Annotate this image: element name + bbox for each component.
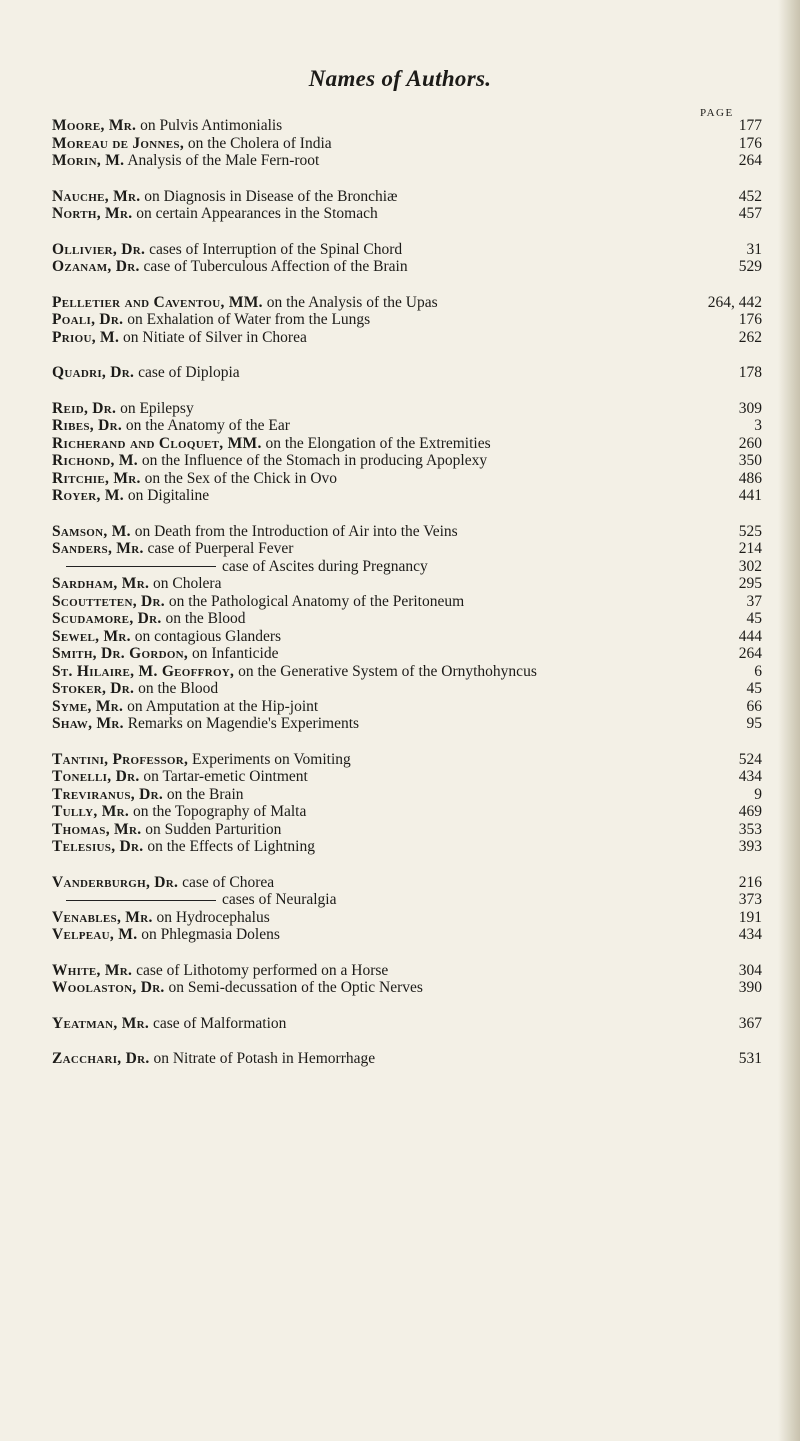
- author-name: Sanders, Mr.: [52, 540, 144, 557]
- entry-text: [52, 593, 464, 611]
- index-entry: [52, 470, 762, 488]
- author-name: Vanderburgh, Dr.: [52, 873, 179, 891]
- author-name: Thomas, Mr.: [52, 820, 142, 838]
- index-entry: [52, 135, 762, 153]
- index-entry: [52, 926, 762, 944]
- entry-description: case of Lithotomy performed on a Horse: [136, 961, 389, 979]
- entry-description: on Hydrocephalus: [156, 908, 270, 926]
- entry-description: on contagious Glanders: [134, 627, 282, 645]
- entry-description: on the Elongation of the Extremities: [265, 434, 491, 452]
- author-name: Zacchari, Dr.: [52, 1050, 150, 1067]
- page-edge-shadow: [778, 0, 800, 1441]
- author-name: Ribes, Dr.: [52, 417, 123, 434]
- author-name: Reid, Dr.: [52, 399, 117, 417]
- entry-description: on Diagnosis in Disease of the Bronchiæ: [144, 187, 398, 205]
- entry-description: on the Sex of the Chick in Ovo: [144, 469, 338, 487]
- entry-description: on certain Appearances in the Stomach: [136, 205, 378, 222]
- page-number: 486: [738, 469, 762, 487]
- entry-text: [52, 294, 438, 312]
- entry-text: [52, 311, 370, 329]
- author-name: Woolaston, Dr.: [52, 979, 165, 996]
- index-entry: [52, 311, 762, 329]
- letter-group: [52, 874, 762, 944]
- entry-text: [52, 751, 351, 769]
- index-entry: [52, 751, 762, 769]
- index-entry: [52, 645, 762, 663]
- entry-text: [52, 205, 378, 223]
- letter-group: [52, 294, 762, 347]
- entry-text: [52, 610, 246, 628]
- entry-text: [52, 487, 209, 505]
- author-name: Ollivier, Dr.: [52, 240, 146, 258]
- author-name: Venables, Mr.: [52, 908, 153, 926]
- index-entry: [52, 435, 762, 453]
- page-number: 45: [746, 610, 762, 627]
- author-name: Moore, Mr.: [52, 117, 137, 134]
- entry-text: [52, 117, 282, 135]
- index-entry: [52, 558, 762, 576]
- index-entry: [52, 487, 762, 505]
- index-entry: [52, 786, 762, 804]
- entry-text: [52, 558, 428, 576]
- entry-text: [52, 786, 244, 804]
- page-number: 262: [738, 328, 762, 346]
- page-number: 524: [738, 750, 762, 768]
- author-index-list: [52, 117, 762, 1068]
- entry-description: on the Blood: [138, 680, 219, 697]
- entry-text: [52, 188, 397, 206]
- author-name: Samson, M.: [52, 522, 131, 540]
- entry-description: case of Malformation: [152, 1014, 287, 1032]
- entry-description: case of Chorea: [182, 873, 275, 891]
- index-entry: [52, 258, 762, 276]
- index-entry: [52, 979, 762, 997]
- index-entry: [52, 891, 762, 909]
- page-number: 353: [738, 820, 762, 838]
- entry-description: on the Brain: [166, 785, 244, 803]
- page-number: 176: [738, 134, 762, 152]
- author-name: Priou, M.: [52, 328, 120, 346]
- page-number: 95: [746, 715, 762, 732]
- page-number: 531: [738, 1050, 762, 1067]
- index-entry: [52, 663, 762, 681]
- letter-group: [52, 364, 762, 382]
- entry-description: on Amputation at the Hip-joint: [127, 697, 319, 715]
- author-name: St. Hilaire, M. Geoffroy,: [52, 662, 235, 680]
- entry-description: case of Puerperal Fever: [147, 540, 294, 557]
- page-number: 37: [746, 592, 762, 610]
- page-number: 452: [738, 187, 762, 205]
- page-number: 295: [738, 575, 762, 592]
- entry-text: [52, 470, 337, 488]
- index-entry: [52, 909, 762, 927]
- page-number: 264: [738, 152, 762, 169]
- entry-text: [52, 329, 307, 347]
- entry-text: [52, 715, 359, 733]
- index-entry: [52, 400, 762, 418]
- page-number: 214: [738, 540, 762, 557]
- entry-text: [52, 540, 293, 558]
- index-entry: [52, 628, 762, 646]
- index-entry: [52, 205, 762, 223]
- entry-text: [52, 152, 319, 170]
- entry-description: on Exhalation of Water from the Lungs: [127, 311, 371, 328]
- letter-group: [52, 117, 762, 170]
- entry-description: on the Pathological Anatomy of the Peritoneum: [168, 592, 465, 610]
- index-entry: [52, 329, 762, 347]
- entry-text: [52, 645, 278, 663]
- page-number: 434: [738, 926, 762, 943]
- page-number: 309: [738, 399, 762, 417]
- author-name: Scudamore, Dr.: [52, 610, 162, 627]
- author-name: Syme, Mr.: [52, 697, 124, 715]
- entry-description: on Epilepsy: [120, 399, 194, 417]
- entry-description: case of Ascites during Pregnancy: [222, 557, 428, 575]
- page-number: 434: [738, 768, 762, 785]
- letter-group: [52, 751, 762, 856]
- author-name: Sewel, Mr.: [52, 627, 131, 645]
- index-entry: [52, 962, 762, 980]
- entry-description: on Cholera: [153, 575, 222, 592]
- page-number: 302: [738, 557, 762, 575]
- entry-text: [52, 979, 423, 997]
- page-number: 3: [754, 417, 762, 434]
- author-name: Ozanam, Dr.: [52, 258, 140, 275]
- page-number: 529: [738, 258, 762, 275]
- entry-description: Experiments on Vomiting: [192, 750, 351, 768]
- author-name: Royer, M.: [52, 487, 124, 504]
- author-name: Quadri, Dr.: [52, 364, 135, 381]
- index-entry: [52, 523, 762, 541]
- page-number: 350: [738, 452, 762, 469]
- entry-text: [52, 909, 270, 927]
- index-entry: [52, 1015, 762, 1033]
- index-entry: [52, 241, 762, 259]
- index-entry: [52, 540, 762, 558]
- author-name: Scoutteten, Dr.: [52, 592, 165, 610]
- index-entry: [52, 294, 762, 312]
- index-entry: [52, 680, 762, 698]
- entry-text: [52, 803, 306, 821]
- author-name: Velpeau, M.: [52, 926, 138, 943]
- author-name: Treviranus, Dr.: [52, 785, 163, 803]
- entry-description: Remarks on Magendie's Experiments: [127, 715, 360, 732]
- entry-description: on Digitaline: [127, 487, 210, 504]
- entry-text: [52, 241, 402, 259]
- page-number: 264, 442: [707, 293, 762, 311]
- page-number: 393: [738, 838, 762, 855]
- entry-text: [52, 628, 281, 646]
- page-number: 390: [738, 979, 762, 996]
- index-entry: [52, 821, 762, 839]
- ditto-line: [66, 900, 216, 901]
- page-number: 216: [738, 873, 762, 891]
- entry-text: [52, 768, 308, 786]
- entry-text: [52, 452, 487, 470]
- entry-description: on the Topography of Malta: [132, 803, 307, 820]
- page-number: 444: [738, 627, 762, 645]
- page-number: 191: [738, 908, 762, 926]
- entry-description: case of Tuberculous Affection of the Brain: [143, 258, 408, 275]
- entry-description: on the Generative System of the Ornythohyncus: [238, 662, 537, 680]
- entry-text: [52, 838, 315, 856]
- author-name: Ritchie, Mr.: [52, 469, 141, 487]
- page-number: 260: [738, 434, 762, 452]
- entry-description: cases of Neuralgia: [222, 891, 337, 908]
- author-name: Tully, Mr.: [52, 803, 130, 820]
- letter-group: [52, 523, 762, 733]
- entry-text: [52, 523, 458, 541]
- page-number: 457: [738, 205, 762, 222]
- entry-description: on the Effects of Lightning: [147, 838, 315, 855]
- entry-text: [52, 926, 280, 944]
- author-name: Morin, M.: [52, 152, 125, 169]
- entry-description: on Infanticide: [191, 645, 279, 662]
- page-number: 264: [738, 645, 762, 662]
- author-name: Shaw, Mr.: [52, 715, 124, 732]
- page-title: Names of Authors.: [308, 66, 492, 91]
- entry-text: [52, 1015, 286, 1033]
- letter-group: [52, 400, 762, 505]
- entry-description: on the Anatomy of the Ear: [125, 417, 290, 434]
- page-number: 176: [738, 311, 762, 328]
- entry-text: [52, 891, 336, 909]
- index-entry: [52, 364, 762, 382]
- entry-description: on Nitrate of Potash in Hemorrhage: [153, 1050, 376, 1067]
- index-entry: [52, 188, 762, 206]
- entry-text: [52, 575, 221, 593]
- page-number: 6: [754, 662, 762, 680]
- author-name: Tonelli, Dr.: [52, 768, 140, 785]
- author-name: Telesius, Dr.: [52, 838, 144, 855]
- author-name: Sardham, Mr.: [52, 575, 150, 592]
- entry-text: [52, 698, 318, 716]
- entry-text: [52, 680, 218, 698]
- page-number: 178: [738, 364, 762, 381]
- page-number: 441: [738, 487, 762, 504]
- author-name: Poali, Dr.: [52, 311, 124, 328]
- entry-text: [52, 364, 240, 382]
- entry-description: on the Blood: [165, 610, 246, 627]
- entry-description: on Death from the Introduction of Air into the Veins: [134, 522, 458, 540]
- page-number: 367: [738, 1014, 762, 1032]
- page-number: 304: [738, 961, 762, 979]
- page-column-label: PAGE: [700, 107, 734, 119]
- author-name: Stoker, Dr.: [52, 680, 135, 697]
- ditto-line: [66, 566, 216, 567]
- author-name: White, Mr.: [52, 961, 133, 979]
- author-name: North, Mr.: [52, 205, 133, 222]
- index-entry: [52, 417, 762, 435]
- entry-description: on the Cholera of India: [187, 134, 332, 152]
- index-entry: [52, 715, 762, 733]
- index-entry: [52, 610, 762, 628]
- entry-description: on Semi-decussation of the Optic Nerves: [168, 979, 423, 996]
- index-entry: [52, 874, 762, 892]
- entry-text: [52, 258, 408, 276]
- author-name: Nauche, Mr.: [52, 187, 141, 205]
- letter-group: [52, 962, 762, 997]
- entry-text: [52, 435, 491, 453]
- entry-description: on Sudden Parturition: [145, 820, 282, 838]
- entry-text: [52, 1050, 375, 1068]
- page-number: 373: [738, 891, 762, 908]
- author-name: Pelletier and Caventou, MM.: [52, 293, 263, 311]
- entry-description: on the Analysis of the Upas: [266, 293, 438, 311]
- page-number: 31: [746, 240, 762, 258]
- entry-text: [52, 874, 274, 892]
- letter-group: [52, 1050, 762, 1068]
- entry-description: case of Diplopia: [138, 364, 240, 381]
- index-entry: [52, 698, 762, 716]
- page-number: 66: [746, 697, 762, 715]
- index-entry: [52, 452, 762, 470]
- entry-description: Analysis of the Male Fern-root: [127, 152, 320, 169]
- author-name: Tantini, Professor,: [52, 750, 189, 768]
- index-entry: [52, 803, 762, 821]
- entry-description: on Pulvis Antimonialis: [140, 117, 283, 134]
- entry-description: on the Influence of the Stomach in producing Apoplexy: [141, 452, 488, 469]
- entry-text: [52, 821, 281, 839]
- page-number: 525: [738, 522, 762, 540]
- entry-text: [52, 663, 537, 681]
- author-name: Richerand and Cloquet, MM.: [52, 434, 262, 452]
- index-entry: [52, 593, 762, 611]
- page-number: 45: [746, 680, 762, 697]
- entry-text: [52, 400, 194, 418]
- entry-description: on Nitiate of Silver in Chorea: [123, 328, 307, 346]
- entry-description: on Phlegmasia Dolens: [141, 926, 280, 943]
- index-entry: [52, 152, 762, 170]
- index-entry: [52, 1050, 762, 1068]
- index-entry: [52, 117, 762, 135]
- author-name: Richond, M.: [52, 452, 138, 469]
- author-name: Moreau de Jonnes,: [52, 134, 185, 152]
- index-entry: [52, 768, 762, 786]
- letter-group: [52, 188, 762, 223]
- page-number: 9: [754, 785, 762, 803]
- page-number: 469: [738, 803, 762, 820]
- letter-group: [52, 1015, 762, 1033]
- author-name: Yeatman, Mr.: [52, 1014, 150, 1032]
- index-entry: [52, 575, 762, 593]
- entry-description: on Tartar-emetic Ointment: [143, 768, 308, 785]
- entry-description: cases of Interruption of the Spinal Chord: [149, 240, 403, 258]
- letter-group: [52, 241, 762, 276]
- entry-text: [52, 962, 388, 980]
- author-name: Smith, Dr. Gordon,: [52, 645, 189, 662]
- page-number: 177: [738, 117, 762, 134]
- index-entry: [52, 838, 762, 856]
- entry-text: [52, 417, 290, 435]
- entry-text: [52, 135, 332, 153]
